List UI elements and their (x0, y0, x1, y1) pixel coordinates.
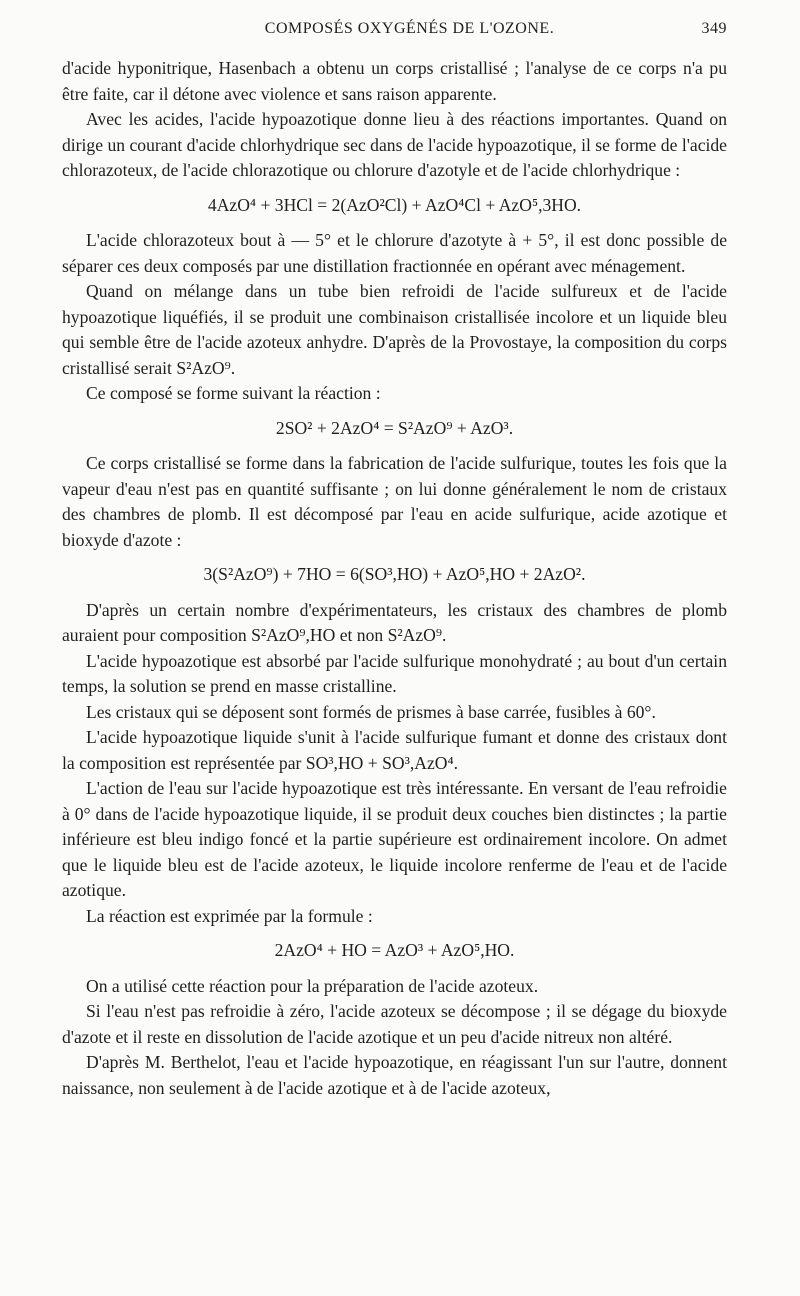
paragraph: D'après M. Berthelot, l'eau et l'acide hypoazotique, en réagissant l'un sur l'autre, donnent naissance, non seulement à de l'acide azotique et à de l'acide azoteux, (62, 1052, 727, 1098)
running-title: COMPOSÉS OXYGÉNÉS DE L'OZONE. (264, 20, 555, 37)
paragraph: Ce corps cristallisé se forme dans la fabrication de l'acide sulfurique, toutes les fois que la vapeur d'eau n'est pas en quantité suffisante ; on lui donne généralement le nom de cristaux des chambres de plomb. Il est décomposé par l'eau en acide sulfurique, acide azotique et bioxyde d'azote : (62, 453, 727, 550)
page-number: 349 (701, 20, 727, 37)
book-page (62, 20, 727, 1101)
paragraph: L'acide hypoazotique est absorbé par l'acide sulfurique monohydraté ; au bout d'un certain temps, la solution se prend en masse cristalline. (62, 650, 727, 696)
paragraph: D'après un certain nombre d'expérimentateurs, les cristaux des chambres de plomb auraient pour composition S²AzO⁹,HO et non S²AzO⁹. (62, 599, 727, 645)
paragraph: Quand on mélange dans un tube bien refroidi de l'acide sulfureux et de l'acide hypoazotique liquéfiés, il se produit une combinaison cristallisée incolore et un liquide bleu qui semble être de l'acide azoteux anhydre. D'après de la Provostaye, la composition du corps cristallisé serait S²AzO⁹. (62, 281, 727, 378)
formula: 3(S²AzO⁹) + 7HO = 6(SO³,HO) + AzO⁵,HO + 2AzO². (203, 564, 586, 584)
formula: 2SO² + 2AzO⁴ = S²AzO⁹ + AzO³. (275, 417, 514, 438)
paragraph: Ce composé se forme suivant la réaction : (86, 383, 381, 403)
page-header (62, 20, 727, 42)
paragraph: Les cristaux qui se déposent sont formés de prismes à base carrée, fusibles à 60°. (86, 701, 656, 722)
paragraph: Avec les acides, l'acide hypoazotique donne lieu à des réactions importantes. Quand on dirige un courant d'acide chlorhydrique sec dans de l'acide hypoazotique, il se forme de l'acide chlorazoteux, de l'acide chlorazotique ou chlorure d'azotyle et de l'acide chlorhydrique : (62, 109, 727, 180)
paragraph: Si l'eau n'est pas refroidie à zéro, l'acide azoteux se décompose ; il se dégage du bioxyde d'azote et il reste en dissolution de l'acide azotique et un peu d'acide nitreux non altéré. (62, 1001, 727, 1047)
paragraph: On a utilisé cette réaction pour la préparation de l'acide azoteux. (86, 975, 539, 996)
paragraph: d'acide hyponitrique, Hasenbach a obtenu un corps cristallisé ; l'analyse de ce corps n'a pu être faite, car il détone avec violence et sans raison apparente. (62, 58, 727, 104)
paragraph: L'action de l'eau sur l'acide hypoazotique est très intéressante. En versant de l'eau refroidie à 0° dans de l'acide hypoazotique liquide, il se produit deux couches bien distinctes ; la partie inférieure est bleu indigo foncé et la partie supérieure est ordinairement incolore. On admet que le liquide bleu est de l'acide azoteux, le liquide incolore renferme de l'eau et de l'acide azotique. (62, 778, 727, 900)
formula: 2AzO⁴ + HO = AzO³ + AzO⁵,HO. (274, 940, 515, 960)
paragraph: L'acide chlorazoteux bout à — 5° et le chlorure d'azotyte à + 5°, il est donc possible de séparer ces deux composés par une distillation fractionnée en opérant avec ménagement. (62, 230, 727, 276)
formula: 4AzO⁴ + 3HCl = 2(AzO²Cl) + AzO⁴Cl + AzO⁵,3HO. (207, 194, 582, 215)
body-text (62, 56, 727, 1101)
paragraph: L'acide hypoazotique liquide s'unit à l'acide sulfurique fumant et donne des cristaux dont la composition est représentée par SO³,HO + SO³,AzO⁴. (62, 727, 727, 773)
paragraph: La réaction est exprimée par la formule : (86, 905, 373, 926)
